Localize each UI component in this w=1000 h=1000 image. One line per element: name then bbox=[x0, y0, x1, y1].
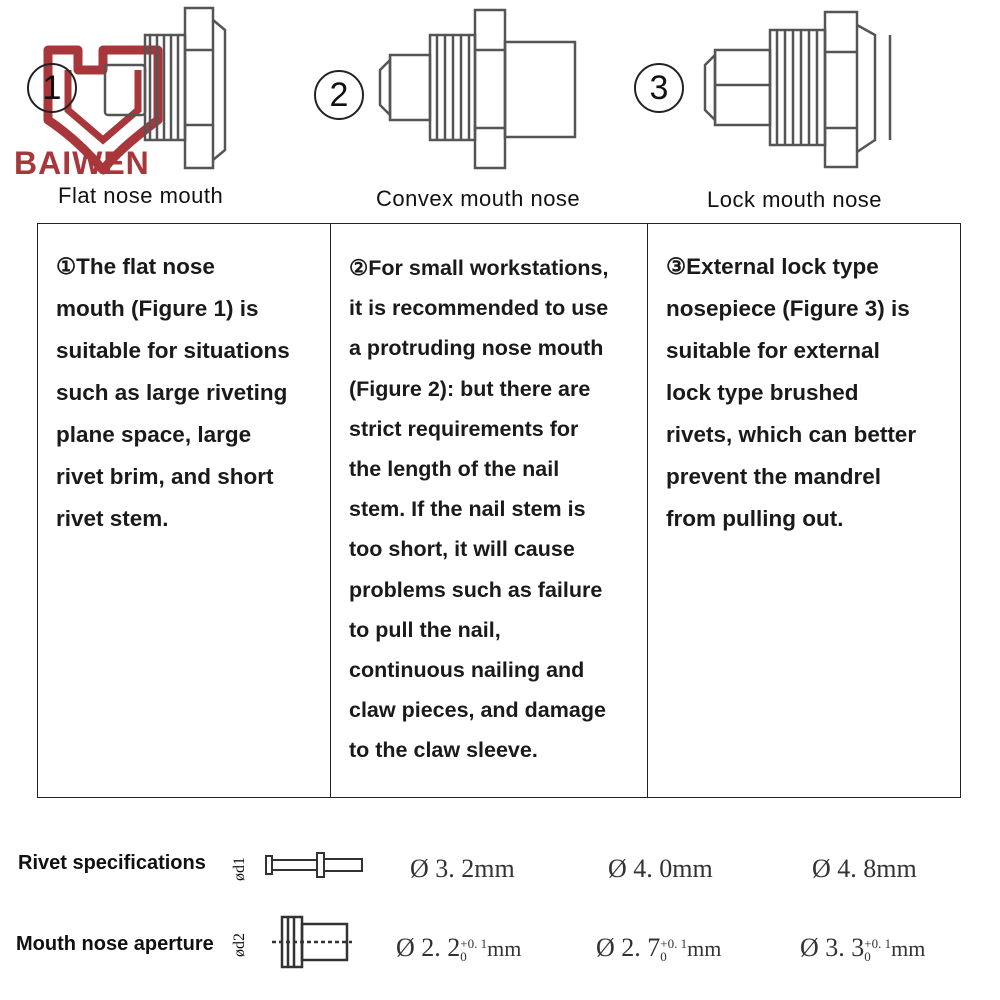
rivet-spec-value-1: Ø 3. 2mm bbox=[410, 854, 515, 883]
description-lock-nose: ③External lock type nosepiece (Figure 3) is suitable for external lock type brushed rivets, which can better prevent the mandrel from pulling out. bbox=[666, 254, 917, 531]
flat-nose-mouth-drawing bbox=[95, 0, 235, 175]
caption-flat-nose-mouth: Flat nose mouth bbox=[58, 183, 224, 208]
d2-symbol: ød2 bbox=[231, 933, 248, 957]
caption-lock-mouth-nose: Lock mouth nose bbox=[707, 187, 883, 212]
caption-convex-mouth-nose: Convex mouth nose bbox=[376, 186, 581, 211]
rivet-spec-label: Rivet specifications bbox=[18, 852, 206, 874]
description-table bbox=[37, 223, 961, 798]
rivet-spec-value-2: Ø 4. 0mm bbox=[608, 854, 713, 883]
figure-number-2: 2 bbox=[314, 70, 364, 120]
description-flat-nose: ①The flat nose mouth (Figure 1) is suitable for situations such as large riveting plane space, large rivet brim, and short rivet stem. bbox=[38, 224, 331, 797]
aperture-value-1: Ø 2. 2 +0. 1 0 mm bbox=[396, 933, 522, 965]
description-convex-nose: ②For small workstations, it is recommended to use a protruding nose mouth (Figure 2): but there are strict requirements for the length of the nail stem. If the nail stem is too short, it will cause problems such as failure to pull the nail, continuous nailing and claw pieces, and damage to the claw sleeve. bbox=[331, 224, 648, 797]
figure-number-3: 3 bbox=[634, 63, 684, 113]
aperture-value-2: Ø 2. 7 +0. 1 0 mm bbox=[596, 933, 722, 965]
nose-aperture-icon bbox=[262, 912, 362, 972]
aperture-spec-label: Mouth nose aperture bbox=[16, 933, 214, 955]
rivet-icon bbox=[262, 848, 367, 880]
aperture-value-3: Ø 3. 3 +0. 1 0 mm bbox=[800, 933, 926, 965]
figure-number-1: 1 bbox=[27, 63, 77, 113]
rivet-spec-value-3: Ø 4. 8mm bbox=[812, 854, 917, 883]
lock-mouth-nose-drawing bbox=[700, 0, 900, 175]
d1-symbol: ød1 bbox=[231, 857, 248, 881]
convex-mouth-nose-drawing bbox=[375, 0, 585, 175]
brand-name: BAIWEN bbox=[14, 145, 150, 181]
